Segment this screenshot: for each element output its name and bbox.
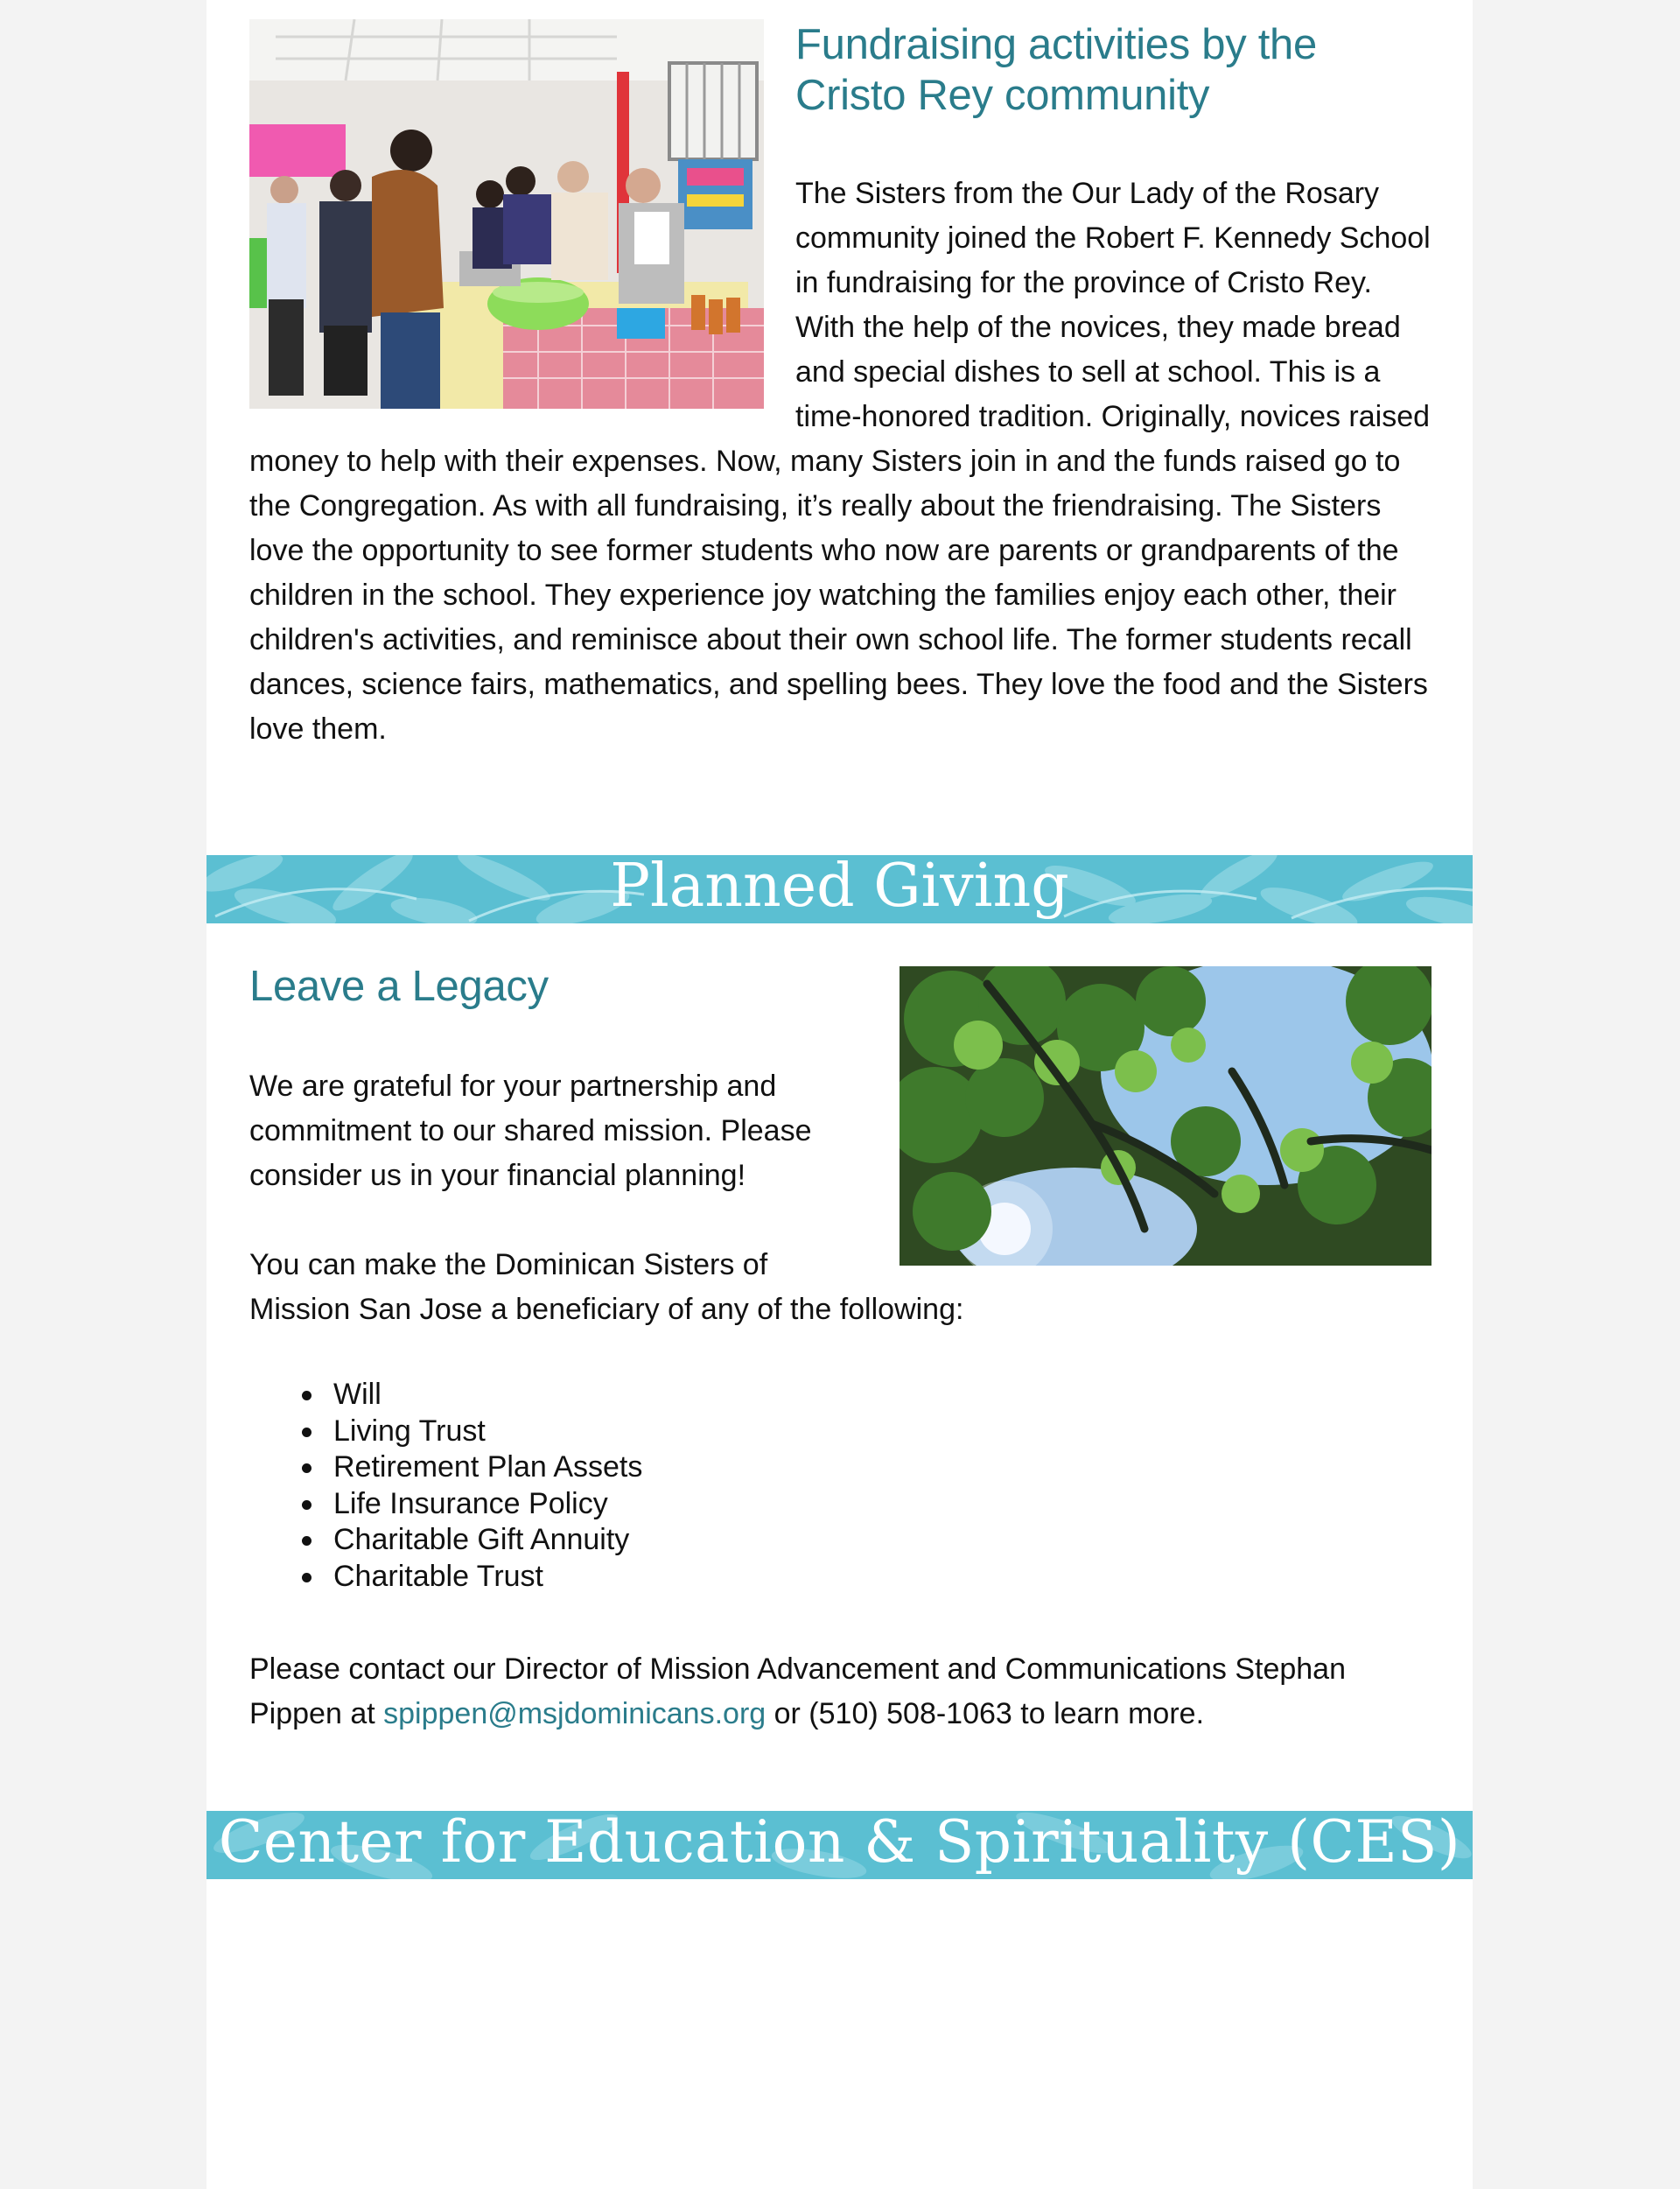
fundraising-title: Fundraising activities by the Cristo Rey community	[795, 21, 1317, 119]
newsletter-content	[206, 0, 1473, 2189]
legacy-article	[249, 961, 1432, 1736]
contact-text-before: Please contact our Director of Mission Advancement and Communications Stephan Pippen at	[249, 1652, 1346, 1730]
fundraising-body: The Sisters from the Our Lady of the Rosary community joined the Robert F. Kennedy School in fundraising for the province of Cristo Rey. With the help of the novices, they made bread and special dishes to sell at school. This is a time-honored tradition. Originally, novices raised money to help with their expenses. Now, many Sisters join in and the funds raised go to the Congregation. As with all fundraising, it’s really about the friendraising. The Sisters love the opportunity to see former students who now are parents or grandparents of the children in the school. They experience joy watching the families enjoy each other, their children's activities, and reminisce about their own school life. The former students recall dances, science fairs, mathematics, and spelling bees. They love the food and the Sisters love them.	[249, 177, 1431, 746]
list-item: Will	[333, 1377, 1432, 1414]
planned-giving-banner	[206, 855, 1473, 923]
legacy-intro: We are grateful for your partnership and commitment to our shared mission. Please consider us in your financial planning!	[249, 1070, 812, 1192]
list-item: Life Insurance Policy	[333, 1486, 1432, 1523]
list-item: Retirement Plan Assets	[333, 1449, 1432, 1486]
contact-text	[249, 1647, 1432, 1736]
list-item: Charitable Trust	[333, 1559, 1432, 1596]
fundraising-article	[249, 19, 1432, 752]
list-item: Charitable Gift Annuity	[333, 1522, 1432, 1559]
planned-giving-title: Planned Giving	[610, 855, 1069, 921]
tree-canopy-photo	[900, 966, 1432, 1266]
ces-title: Center for Education & Spirituality (CES)	[218, 1811, 1461, 1876]
legacy-beneficiary-text: You can make the Dominican Sisters of Mission San Jose a beneficiary of any of the following:	[249, 1248, 964, 1326]
ces-banner	[206, 1811, 1473, 1879]
list-item: Living Trust	[333, 1414, 1432, 1450]
legacy-title: Leave a Legacy	[249, 963, 549, 1010]
contact-text-after: or (510) 508-1063 to learn more.	[766, 1697, 1205, 1730]
contact-email-link[interactable]: spippen@msjdominicans.org	[383, 1697, 766, 1730]
fundraising-photo	[249, 19, 764, 409]
beneficiary-list	[249, 1377, 1432, 1595]
